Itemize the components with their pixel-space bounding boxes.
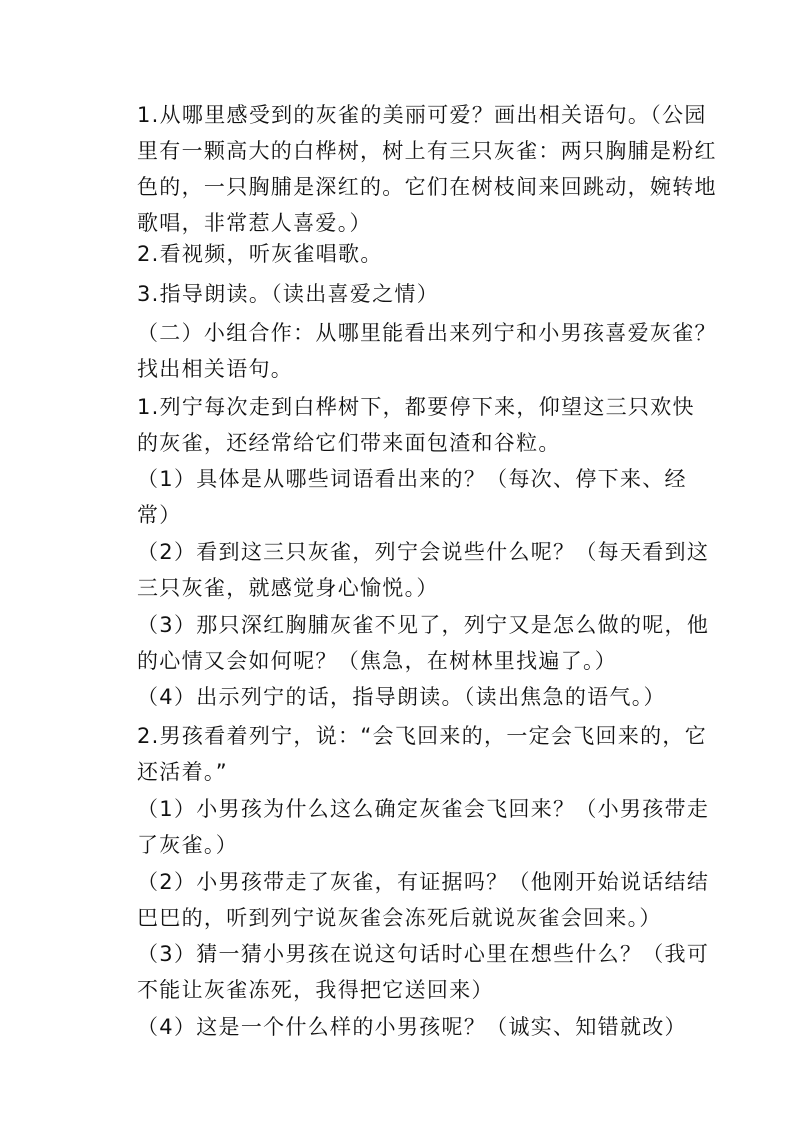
paragraph-question-1: 1.从哪里感受到的灰雀的美丽可爱？画出相关语句。（公园里有一颗高大的白桦树，树上有三只灰雀：两只胸脯是粉红色的，一只胸脯是深红的。它们在树枝间来回跳动，婉转地歌唱，非常惹人喜爱。）	[137, 103, 717, 235]
paragraph-boy-sub-3: （3）猜一猜小男孩在说这句话时心里在想些什么？（我可不能让灰雀冻死，我得把它送回来）	[137, 942, 710, 1002]
paragraph-boy-quote: 2.男孩看着列宁，说：“会飞回来的，一定会飞回来的，它还活着。”	[137, 724, 708, 784]
paragraph-boy-sub-1: （1）小男孩为什么这么确定灰雀会飞回来？（小男孩带走了灰雀。）	[137, 797, 710, 857]
paragraph-sub-1: （1）具体是从哪些词语看出来的？（每次、停下来、经常）	[137, 467, 687, 527]
paragraph-sub-2: （2）看到这三只灰雀，列宁会说些什么呢？（每天看到这三只灰雀，就感觉身心愉悦。）	[137, 540, 710, 600]
paragraph-question-2: 2.看视频，听灰雀唱歌。	[137, 242, 383, 266]
paragraph-section-group-work: （二）小组合作：从哪里能看出来列宁和小男孩喜爱灰雀？找出相关语句。	[137, 321, 717, 381]
paragraph-sub-4: （4）出示列宁的话，指导朗读。（读出焦急的语气。）	[137, 685, 666, 709]
paragraph-boy-sub-2: （2）小男孩带走了灰雀，有证据吗？（他刚开始说话结结巴巴的，听到列宁说灰雀会冻死后就说灰雀会回来。）	[137, 870, 710, 930]
paragraph-question-3: 3.指导朗读。（读出喜爱之情）	[137, 282, 440, 306]
paragraph-sub-3: （3）那只深红胸脯灰雀不见了，列宁又是怎么做的呢，他的心情又会如何呢？（焦急，在树林里找遍了。）	[137, 613, 710, 673]
paragraph-lenin-quote: 1.列宁每次走到白桦树下，都要停下来，仰望这三只欢快的灰雀，还经常给它们带来面包渣和谷粒。	[137, 395, 695, 455]
paragraph-boy-sub-4: （4）这是一个什么样的小男孩呢？（诚实、知错就改）	[137, 1015, 687, 1039]
